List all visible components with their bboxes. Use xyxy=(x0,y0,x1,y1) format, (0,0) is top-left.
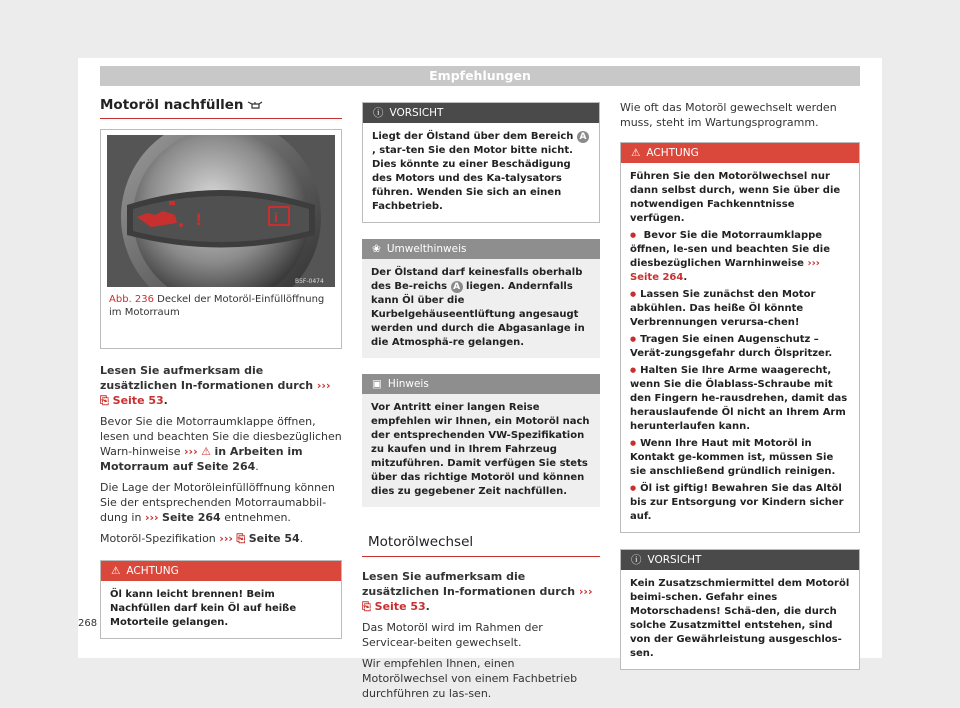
bullet-4: ● Halten Sie Ihre Arme waagerecht, wenn Sie die Ölablass-Schraube mit den Fingern he-rausdrehen, damit das herauslaufende Öl nicht an Ihrem Arm herunterlaufen kann. xyxy=(630,363,850,434)
paragraph-recommend: Wir empfehlen Ihnen, einen Motorölwechsel von einem Fachbetrieb durchführen zu las-sen. xyxy=(362,657,578,700)
link-seite-54[interactable]: Seite 54 xyxy=(248,532,300,545)
bullet-6: ● Öl ist giftig! Bewahren Sie das Altöl bis zur Entsorgung vor Kindern sicher auf. xyxy=(630,481,850,524)
warning-intro: Führen Sie den Motorölwechsel nur dann selbst durch, wenn Sie über die notwendigen Fachkenntnisse verfügen. xyxy=(630,171,841,224)
info-circle-icon: ⓘ xyxy=(631,554,642,566)
middle-column xyxy=(362,102,600,707)
left-column xyxy=(100,98,342,639)
warning-triangle-icon: ⚠ xyxy=(201,445,211,458)
figure-caption-text: Deckel der Motoröl-Einfüllöffnung im Motorraum xyxy=(109,294,325,318)
reference-arrows: ››› xyxy=(316,379,331,392)
vorsicht-text: Liegt der Ölstand über dem Bereich A, star-ten Sie den Motor bitte nicht. Dies könnte zu einer Beschädigung des Motors und des Ka-talysators führen. Wenden Sie sich an einen Fachbetrieb. xyxy=(363,123,599,222)
bullet-1: ● Bevor Sie die Motorraumklappe öffnen, le-sen und beachten Sie die diesbezüglichen Warnhinweise ››› Seite 264. xyxy=(630,228,850,285)
book-icon: ⎘ xyxy=(236,532,246,545)
paragraph-location: Die Lage der Motoröleinfüllöffnung können Sie der entsprechenden Motorraumabbil-dung in ››› Seite 264 entnehmen. xyxy=(100,481,335,524)
link-seite-53[interactable]: Seite 53 xyxy=(112,394,164,407)
warning-box-right xyxy=(620,142,860,533)
umwelt-box xyxy=(362,239,600,358)
oil-cap-illustration xyxy=(107,135,335,287)
umwelt-title: Umwelthinweis xyxy=(386,243,467,255)
warning-triangle-icon: ⚠ xyxy=(111,565,121,577)
figure-caption xyxy=(101,287,341,325)
hinweis-box xyxy=(362,374,600,507)
vorsicht-title: VORSICHT xyxy=(647,554,702,566)
warning-title: ACHTUNG xyxy=(646,147,699,159)
vorsicht-box-middle xyxy=(362,102,600,223)
marker-a: A xyxy=(451,281,463,293)
marker-a: A xyxy=(577,131,589,143)
section-heading-2 xyxy=(362,535,600,557)
link-seite-53-b[interactable]: Seite 53 xyxy=(374,600,426,613)
engine-oil-cap-image xyxy=(107,135,335,287)
svg-text:!: ! xyxy=(195,210,203,229)
figure-code: B5F-0474 xyxy=(295,278,324,285)
paragraph-read-info: Lesen Sie aufmerksam die zusätzlichen In-formationen durch ››› ⎘ Seite 53. xyxy=(100,364,331,407)
oil-can-icon xyxy=(247,100,263,109)
right-column xyxy=(620,100,860,670)
note-icon: ▣ xyxy=(372,378,382,390)
warning-text: Öl kann leicht brennen! Beim Nachfüllen darf kein Öl auf heiße Motorteile gelangen. xyxy=(110,589,297,628)
page-number: 268 xyxy=(78,618,98,629)
paragraph-interval: Wie oft das Motoröl gewechselt werden muss, steht im Wartungsprogramm. xyxy=(620,101,837,129)
section-title: Motoröl nachfüllen xyxy=(100,97,244,113)
paragraph-read-info-2: Lesen Sie aufmerksam die zusätzlichen In-formationen durch ››› ⎘ Seite 53. xyxy=(362,570,593,613)
hinweis-text: Vor Antritt einer langen Reise empfehlen wir Ihnen, ein Motoröl nach der entsprechenden VW-Spezifikation zu kaufen und in Ihrem Fahrzeug mitzuführen. Damit verfügen Sie stets über das richtige Motoröl und können dies zu gegebener Zeit nachfüllen. xyxy=(371,402,590,497)
bullet-5: ● Wenn Ihre Haut mit Motoröl in Kontakt ge-kommen ist, müssen Sie sie anschließend gründlich reinigen. xyxy=(630,436,850,479)
info-circle-icon: ⓘ xyxy=(373,107,384,119)
umwelt-text: Der Ölstand darf keinesfalls oberhalb des Be-reichs A liegen. Andernfalls kann Öl über die Kurbelgehäuseentlüftung angesaugt werden und durch die Abgasanlage in die Atmosphä-re gelangen. xyxy=(371,267,585,348)
warning-box-left xyxy=(100,560,342,639)
figure-box xyxy=(100,129,342,349)
section-title-2: Motorölwechsel xyxy=(368,534,474,550)
hinweis-title: Hinweis xyxy=(387,378,429,390)
link-seite-264-c[interactable]: Seite 264 xyxy=(630,272,684,283)
link-seite-264-b[interactable]: Seite 264 xyxy=(162,511,221,524)
bullet-2: ● Lassen Sie zunächst den Motor abkühlen. Das heiße Öl könnte Verbrennungen verursa-chen! xyxy=(630,287,850,330)
book-icon: ⎘ xyxy=(100,394,109,407)
running-header: Empfehlungen xyxy=(100,66,860,86)
svg-text:i: i xyxy=(274,211,279,225)
paragraph-warnings: Bevor Sie die Motorraumklappe öffnen, lesen und beachten Sie die diesbezüglichen Warn-hinweise ››› ⚠ in Arbeiten im Motorraum auf Seite 264. xyxy=(100,415,342,473)
section-heading xyxy=(100,98,342,119)
vorsicht-box-right xyxy=(620,549,860,670)
vorsicht-title: VORSICHT xyxy=(389,107,444,119)
paragraph-service: Das Motoröl wird im Rahmen der Servicear-beiten gewechselt. xyxy=(362,621,543,649)
vorsicht-text: Kein Zusatzschmiermittel dem Motoröl beimi-schen. Gefahr eines Motorschadens! Schä-den, die durch solche Zusatzmittel entstehen, sind von der Gewährleistung ausgeschlos-sen. xyxy=(630,578,850,659)
warning-triangle-icon: ⚠ xyxy=(631,147,641,159)
bullet-3: ● Tragen Sie einen Augenschutz – Verät-zungsgefahr durch Ölspritzer. xyxy=(630,332,850,361)
book-icon: ⎘ xyxy=(362,600,371,613)
paragraph-spec: Motoröl-Spezifikation ››› ⎘ Seite 54. xyxy=(100,532,304,545)
flower-icon: ❀ xyxy=(372,243,381,255)
warning-title: ACHTUNG xyxy=(126,565,179,577)
warning-content xyxy=(621,163,859,532)
figure-number: Abb. 236 xyxy=(109,294,154,305)
link-seite-264[interactable]: in Arbeiten im Motorraum auf Seite 264 xyxy=(100,445,303,473)
